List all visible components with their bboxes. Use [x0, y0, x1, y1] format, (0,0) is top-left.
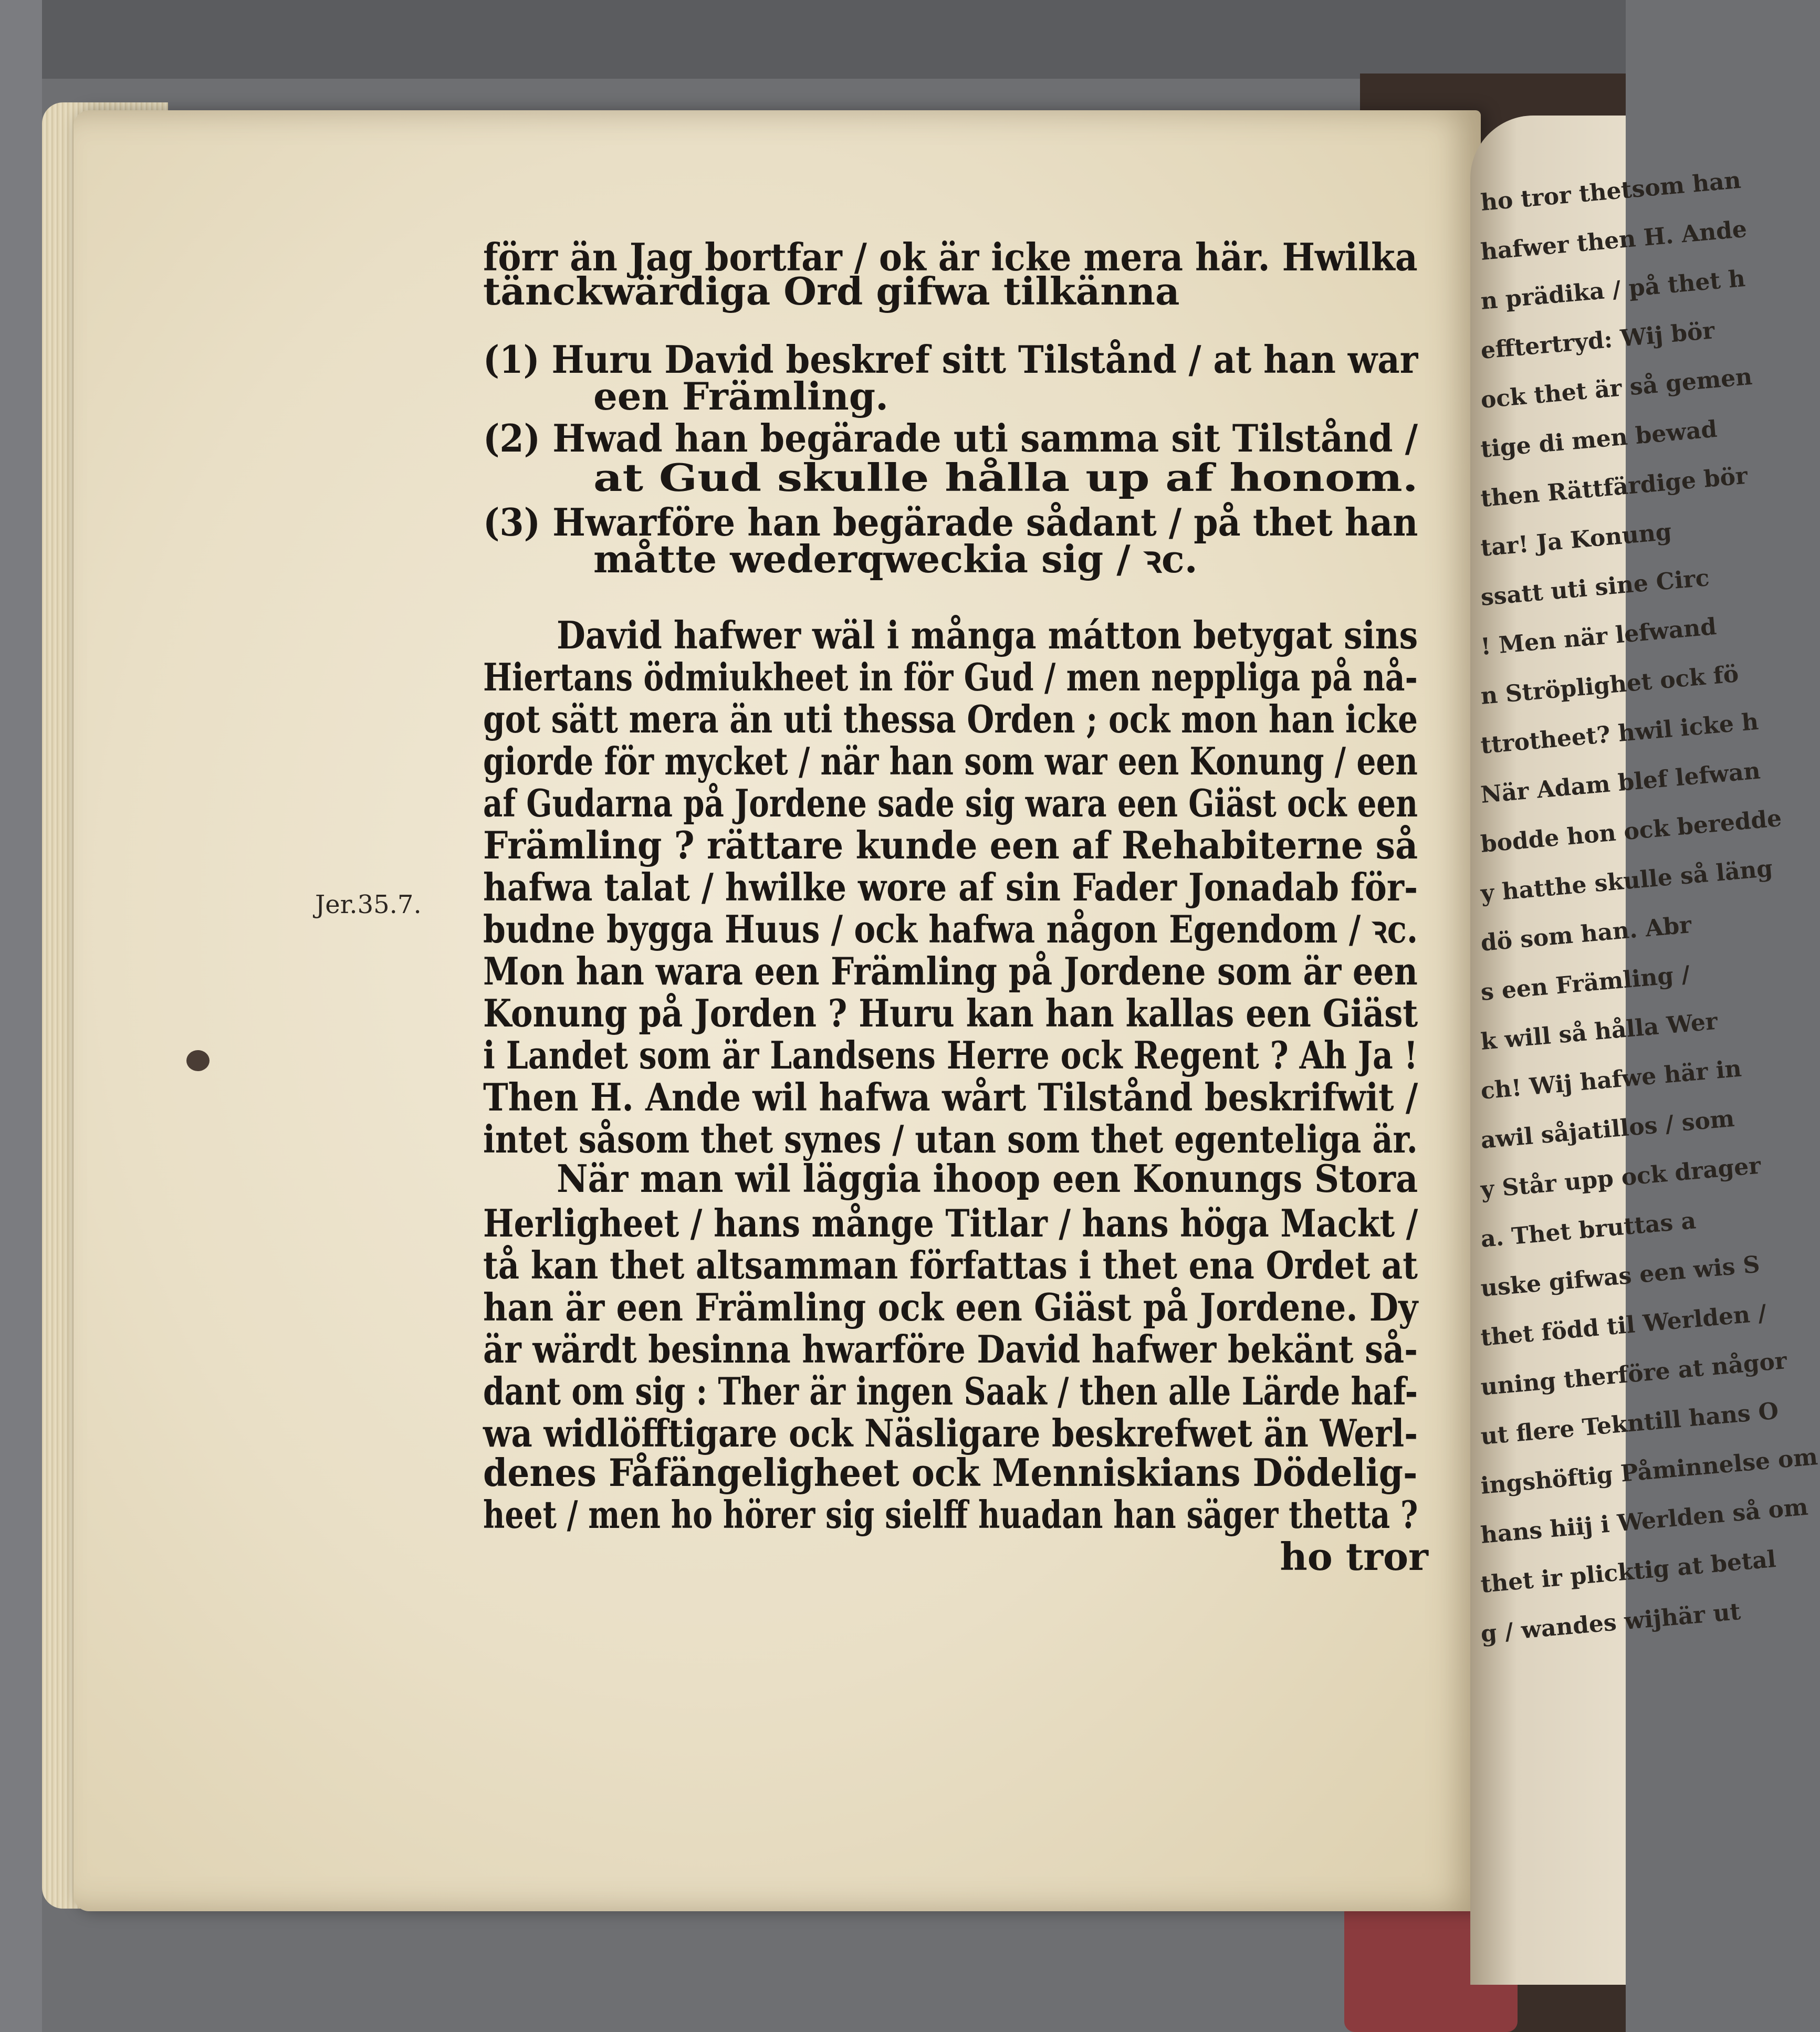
- facing-text-line: efftertryd: Wij bör: [1479, 317, 1716, 364]
- catchword: ho tror: [1280, 1534, 1428, 1579]
- text-line: tänckwärdiga Ord gifwa tilkänna: [483, 269, 1180, 313]
- facing-text-line: ssatt uti sine Circ: [1479, 564, 1711, 611]
- text-line: han är een Främling ock een Giäst på Jordene. Dy: [483, 1285, 1418, 1329]
- facing-text-line: y Står upp ock drager: [1479, 1152, 1762, 1203]
- facing-text-line: hafwer then H. Ande: [1479, 215, 1748, 266]
- text-line: (1) Huru David beskref sitt Tilstånd / at han war: [483, 337, 1418, 382]
- text-line: heet / men ho hörer sig sielff huadan han säger thetta ?: [483, 1492, 1418, 1537]
- facing-text-line: uning therföre at någor: [1479, 1347, 1788, 1401]
- text-line: got sätt mera än uti thessa Orden ; ock mon han icke: [483, 697, 1418, 741]
- facing-text-line: y hatthe skulle så läng: [1479, 855, 1774, 907]
- facing-text-line: hans hiij i Werlden så om: [1479, 1493, 1809, 1549]
- text-line: förr än Jag bortfar / ok är icke mera här. Hwilka: [483, 235, 1418, 279]
- facing-text-line: bodde hon ock beredde: [1479, 804, 1783, 858]
- facing-text-line: n Ströplighet ock fö: [1479, 661, 1740, 710]
- facing-text-line: awil såjatillos / som: [1479, 1105, 1736, 1154]
- facing-text-line: s een Främling /: [1479, 961, 1691, 1006]
- scan-backdrop: [0, 0, 1626, 79]
- facing-text-line: then Rättfärdige bör: [1479, 462, 1749, 512]
- text-line: Hiertans ödmiukheet in för Gud / men neppliga på nå-: [483, 655, 1418, 699]
- ink-stain: [186, 1050, 210, 1071]
- facing-text-line: thet ir plicktig at betal: [1479, 1545, 1777, 1598]
- facing-page-text: [1479, 166, 1819, 1659]
- text-line: tå kan thet altsamman författas i thet ena Ordet at: [483, 1243, 1418, 1287]
- facing-text-line: g / wandes wijhär ut: [1479, 1598, 1742, 1648]
- facing-text-line: thet född til Werlden /: [1479, 1300, 1768, 1352]
- text-line: wa widlöfftigare ock Näsligare beskrefwet än Werl-: [483, 1411, 1418, 1455]
- text-line: När man wil läggia ihoop een Konungs Stora: [557, 1156, 1418, 1201]
- facing-text-line: ingshöftig Påminnelse om: [1479, 1443, 1819, 1500]
- facing-text-line: ho tror thetsom han: [1479, 166, 1742, 216]
- text-line: måtte wederqweckia sig / ꝛc.: [593, 537, 1198, 581]
- facing-text-line: k will så hålla Wer: [1479, 1008, 1719, 1055]
- facing-text-line: ! Men när lefwand: [1479, 613, 1718, 661]
- text-line: at Gud skulle hålla up af honom.: [593, 455, 1418, 500]
- text-line: i Landet som är Landsens Herre ock Regent ? Ah Ja !: [483, 1033, 1418, 1077]
- text-line: denes Fåfängeligheet ock Menniskians Dödelig-: [483, 1450, 1418, 1495]
- text-line: budne bygga Huus / ock hafwa någon Egendom / ꝛc.: [483, 907, 1418, 951]
- facing-page: [1470, 116, 1819, 1985]
- facing-text-line: tar! Ja Konung: [1479, 518, 1673, 562]
- text-line: (2) Hwad han begärade uti samma sit Tilstånd /: [483, 416, 1418, 460]
- text-line: hafwa talat / hwilke wore af sin Fader Jonadab för-: [483, 865, 1418, 909]
- text-line: af Gudarna på Jordene sade sig wara een Giäst ock een: [483, 781, 1418, 825]
- facing-text-line: ttrotheet? hwil icke h: [1479, 708, 1760, 759]
- facing-text-line: a. Thet bruttas a: [1479, 1207, 1697, 1253]
- text-line: intet såsom thet synes / utan som thet egenteliga är.: [483, 1117, 1418, 1161]
- text-line: Mon han wara een Främling på Jordene som är een: [483, 949, 1418, 993]
- text-line: Främling ? rättare kunde een af Rehabiterne så: [483, 823, 1418, 867]
- facing-text-line: n prädika / på thet h: [1479, 265, 1746, 315]
- text-line: een Främling.: [593, 374, 889, 418]
- text-line: dant om sig : Ther är ingen Saak / then alle Lärde haf-: [483, 1369, 1418, 1413]
- facing-text-line: dö som han. Abr: [1479, 912, 1693, 957]
- text-line: Then H. Ande wil hafwa wårt Tilstånd beskrifwit /: [483, 1075, 1418, 1119]
- text-line: giorde för mycket / när han som war een Konung / een: [483, 739, 1418, 783]
- text-line: David hafwer wäl i många mátton betygat sins: [557, 613, 1418, 657]
- text-line: är wärdt besinna hwarföre David hafwer bekänt så-: [483, 1327, 1418, 1371]
- facing-text-line: tige di men bewad: [1479, 415, 1719, 463]
- facing-text-line: När Adam blef lefwan: [1479, 757, 1762, 809]
- marginal-note: Jer.35.7.: [315, 890, 422, 919]
- facing-text-line: ock thet är så gemen: [1479, 363, 1754, 414]
- text-line: Konung på Jorden ? Huru kan han kallas een Giäst: [483, 991, 1418, 1035]
- text-line: Herligheet / hans månge Titlar / hans höga Mackt /: [483, 1201, 1418, 1245]
- text-line: (3) Hwarföre han begärade sådant / på thet han: [483, 500, 1418, 544]
- facing-text-line: uske gifwas een wis S: [1479, 1251, 1761, 1302]
- facing-text-line: ut flere Tekntill hans O: [1479, 1397, 1780, 1450]
- scan-backdrop-left: [0, 0, 42, 2032]
- facing-text-line: ch! Wij hafwe här in: [1479, 1055, 1743, 1105]
